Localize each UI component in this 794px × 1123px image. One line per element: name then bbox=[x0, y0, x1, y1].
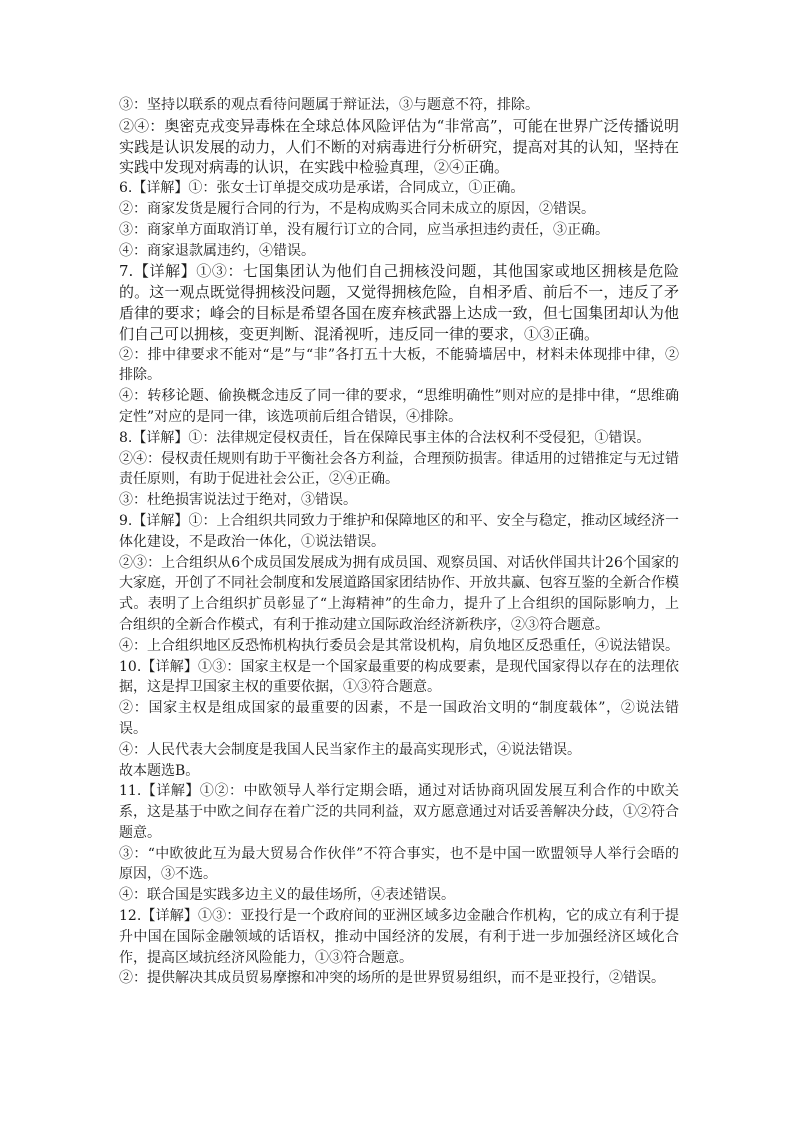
paragraph-q8-item24: ②④：侵权责任规则有助于平衡社会各方利益，合理预防损害。律适用的过错推定与无过错责任原则，有助于促进社会公正，②④正确。 bbox=[119, 450, 679, 488]
paragraph-q12-item2: ②：提供解决其成员贸易摩擦和冲突的场所的是世界贸易组织，而不是亚投行，②错误。 bbox=[119, 970, 665, 987]
paragraph-q10-item4: ④：人民代表大会制度是我国人民当家作主的最高实现形式，④说法错误。 bbox=[119, 741, 581, 758]
paragraph-q10-answer: 故本题选B。 bbox=[119, 762, 200, 779]
paragraph-q6-item1: 6.【详解】①：张女士订单提交成功是承诺，合同成立，①正确。 bbox=[119, 180, 525, 197]
paragraph-q6-item3: ③：商家单方面取消订单，没有履行订立的合同，应当承担违约责任，③正确。 bbox=[119, 221, 609, 238]
paragraph-q11-item3: ③：“中欧彼此互为最大贸易合作伙伴”不符合事实，也不是中国一欧盟领导人举行会晤的原因，③不选。 bbox=[119, 845, 679, 883]
paragraph-q6-item4: ④：商家退款属违约，④错误。 bbox=[119, 242, 315, 259]
paragraph-q10-item2: ②：国家主权是组成国家的最重要的因素，不是一国政治文明的“制度载体”，②说法错误。 bbox=[119, 700, 679, 737]
paragraph-q9-item4: ④：上合组织地区反恐怖机构执行委员会是其常设机构，肩负地区反恐重任，④说法错误。 bbox=[119, 637, 679, 654]
paragraph-q9-item1: 9.【详解】①：上合组织共同致力于维护和保障地区的和平、安全与稳定，推动区域经济一体化建设，不是政治一体化，①说法错误。 bbox=[119, 512, 679, 550]
paragraph-q5-item24: ②④：奥密克戎变异毒株在全球总体风险评估为“非常高”，可能在世界广泛传播说明实践是认识发展的动力，人们不断的对病毒进行分析研究，提高对其的认知，坚持在实践中发现对病毒的认识，在实践中检验真理，②④正确。 bbox=[119, 116, 679, 177]
paragraph-q12-item13: 12.【详解】①③：亚投行是一个政府间的亚洲区域多边金融合作机构，它的成立有利于提升中国在国际金融领域的话语权，推动中国经济的发展，有利于进一步加强经济区域化合作，提高区域抗经济风险能力，①③符合题意。 bbox=[119, 908, 679, 966]
paragraph-q11-item12: 11.【详解】①②：中欧领导人举行定期会晤，通过对话协商巩固发展互利合作的中欧关系，这是基于中欧之间存在着广泛的共同利益，双方愿意通过对话妥善解决分歧，①②符合题意。 bbox=[119, 783, 679, 841]
paragraph-q11-item4: ④：联合国是实践多边主义的最佳场所，④表述错误。 bbox=[119, 887, 455, 904]
paragraph-q7-item4: ④：转移论题、偷换概念违反了同一律的要求，“思维明确性”则对应的是排中律，“思维确定性”对应的是同一律，该选项前后组合错误，④排除。 bbox=[119, 388, 679, 425]
paragraph-q8-item1: 8.【详解】①：法律规定侵权责任，旨在保障民事主体的合法权利不受侵犯，①错误。 bbox=[119, 429, 651, 446]
document-page bbox=[119, 95, 679, 989]
paragraph-q6-item2: ②：商家发货是履行合同的行为，不是构成购买合同未成立的原因，②错误。 bbox=[119, 200, 595, 217]
paragraph-q9-item23: ②③：上合组织从6个成员国发展成为拥有成员国、观察员国、对话伙伴国共计26个国家的大家庭，开创了不同社会制度和发展道路国家团结协作、开放共赢、包容互鉴的全新合作模式。表明了上合组织扩员彰显了“上海精神”的生命力，提升了上合组织的国际影响力，上合组织的全新合作模式，有利于推动建立国际政治经济新秩序，②③符合题意。 bbox=[119, 554, 679, 633]
paragraph-q7-item13: 7.【详解】①③：七国集团认为他们自己拥核没问题，其他国家或地区拥核是危险的。这一观点既觉得拥核没问题，又觉得拥核危险，自相矛盾、前后不一，违反了矛盾律的要求；峰会的目标是希望各国在废弃核武器上达成一致，但七国集团却认为他们自己可以拥核，变更判断、混淆视听，违反同一律的要求，①③正确。 bbox=[119, 262, 679, 343]
paragraph-q7-item2: ②：排中律要求不能对“是”与“非”各打五十大板，不能骑墙居中，材料未体现排中律，②排除。 bbox=[119, 346, 679, 384]
paragraph-q8-item3: ③：杜绝损害说法过于绝对，③错误。 bbox=[119, 492, 357, 509]
paragraph-q5-item3: ③：坚持以联系的观点看待问题属于辩证法，③与题意不符，排除。 bbox=[119, 97, 539, 113]
paragraph-q10-item13: 10.【详解】①③：国家主权是一个国家最重要的构成要素，是现代国家得以存在的法理依据，这是捍卫国家主权的重要依据，①③符合题意。 bbox=[119, 658, 679, 696]
